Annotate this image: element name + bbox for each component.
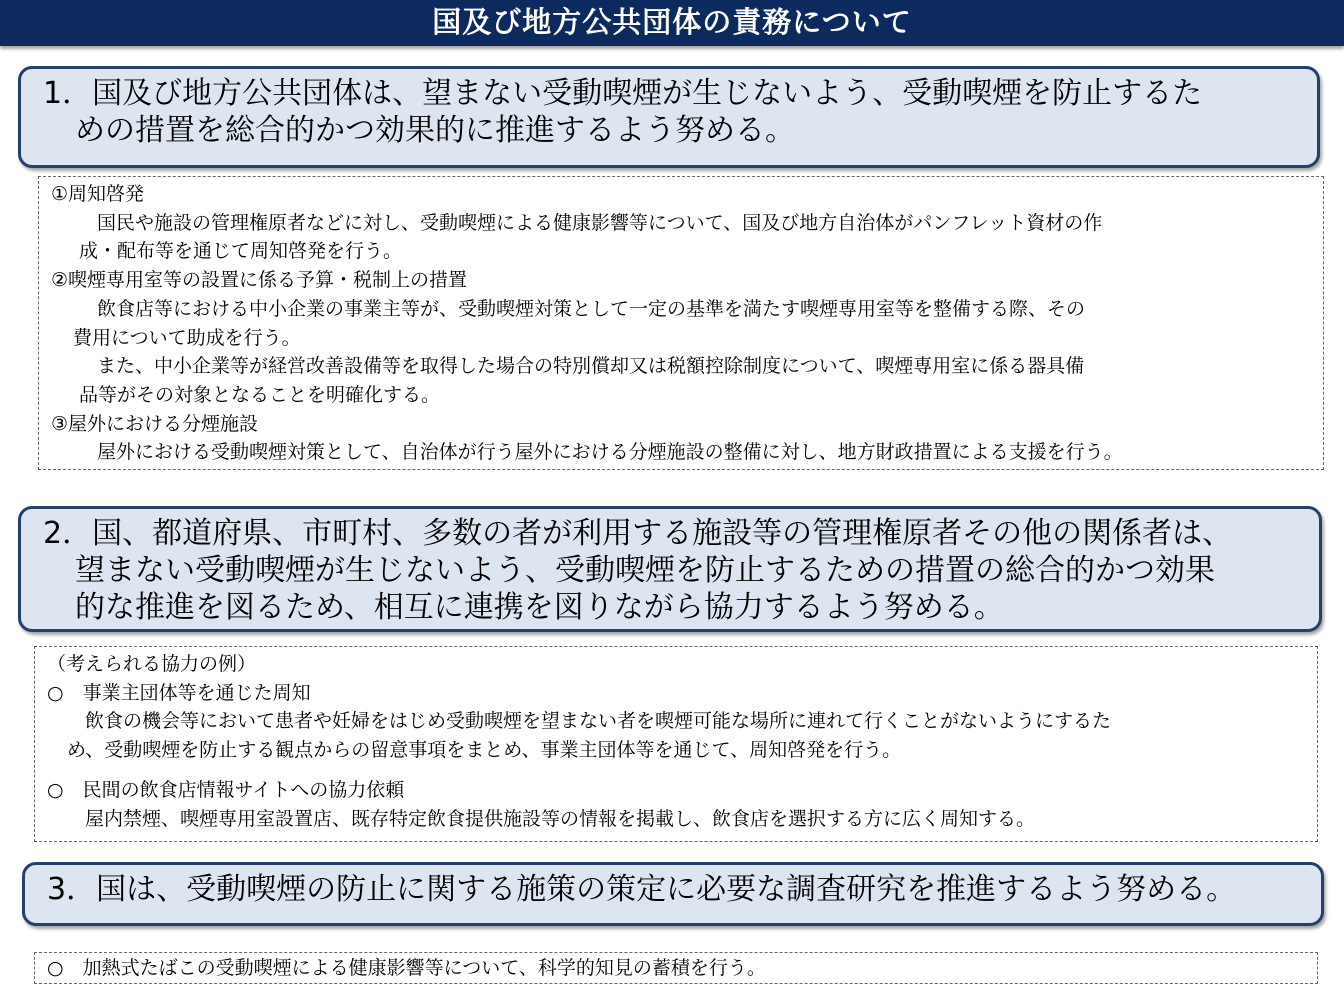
item-text: 品等がその対象となることを明確化する。	[79, 383, 441, 406]
section-2-heading-line-1: 2．国、都道府県、市町村、多数の者が利用する施設等の管理権原者その他の関係者は、	[43, 516, 1233, 551]
item-text: 屋内禁煙、喫煙専用室設置店、既存特定飲食提供施設等の情報を掲載し、飲食店を選択する方に広く周知する。	[85, 807, 1036, 830]
section-2-heading-line-3: 的な推進を図るため、相互に連携を図りながら協力するよう努める。	[75, 590, 1004, 625]
section-3-heading	[22, 862, 1324, 926]
section-2-heading-line-2: 望まない受動喫煙が生じないよう、受動喫煙を防止するための措置の総合的かつ効果	[75, 553, 1215, 588]
section-2-heading	[18, 506, 1322, 632]
item-label: ③屋外における分煙施設	[51, 412, 259, 435]
section-1-heading-line-1: 1．国及び地方公共団体は、望まない受動喫煙が生じないよう、受動喫煙を防止するた	[43, 76, 1203, 111]
item-text: 費用について助成を行う。	[73, 326, 301, 349]
item-label: ○ 民間の飲食店情報サイトへの協力依頼	[47, 778, 405, 801]
item-text: 飲食店等における中小企業の事業主等が、受動喫煙対策として一定の基準を満たす喫煙専用室等を整備する際、その	[97, 297, 1086, 320]
item-label: ①周知啓発	[51, 183, 145, 205]
section-3-details	[34, 952, 1318, 984]
page-title: 国及び地方公共団体の責務について	[0, 0, 1344, 46]
examples-intro: （考えられる協力の例）	[47, 653, 257, 675]
item-text: 飲食の機会等において患者や妊婦をはじめ受動喫煙を望まない者を喫煙可能な場所に連れて行くことがないようにするた	[85, 710, 1112, 733]
section-1-heading-line-2: めの措置を総合的かつ効果的に推進するよう努める。	[75, 113, 795, 148]
item-label: ②喫煙専用室等の設置に係る予算・税制上の措置	[51, 269, 468, 292]
item-text: 成・配布等を通じて周知啓発を行う。	[79, 240, 403, 263]
item-text: また、中小企業等が経営改善設備等を取得した場合の特別償却又は税額控除制度について、喫煙専用室に係る器具備	[97, 355, 1085, 378]
item-text: 国民や施設の管理権原者などに対し、受動喫煙による健康影響等について、国及び地方自治体がパンフレット資材の作	[97, 211, 1103, 234]
item-text: 屋外における受動喫煙対策として、自治体が行う屋外における分煙施設の整備に対し、地方財政措置による支援を行う。	[97, 441, 1123, 464]
item-text: ○ 加熱式たばこの受動喫煙による健康影響等について、科学的知見の蓄積を行う。	[47, 957, 766, 979]
section-1-details	[38, 176, 1324, 470]
item-label: ○ 事業主団体等を通じた周知	[47, 681, 311, 704]
item-text: め、受動喫煙を防止する観点からの留意事項をまとめ、事業主団体等を通じて、周知啓発を行う。	[67, 739, 902, 762]
section-2-details	[34, 646, 1318, 842]
section-3-heading-line-1: 3．国は、受動喫煙の防止に関する施策の策定に必要な調査研究を推進するよう努める。	[47, 872, 1237, 907]
section-1-heading	[18, 66, 1320, 168]
